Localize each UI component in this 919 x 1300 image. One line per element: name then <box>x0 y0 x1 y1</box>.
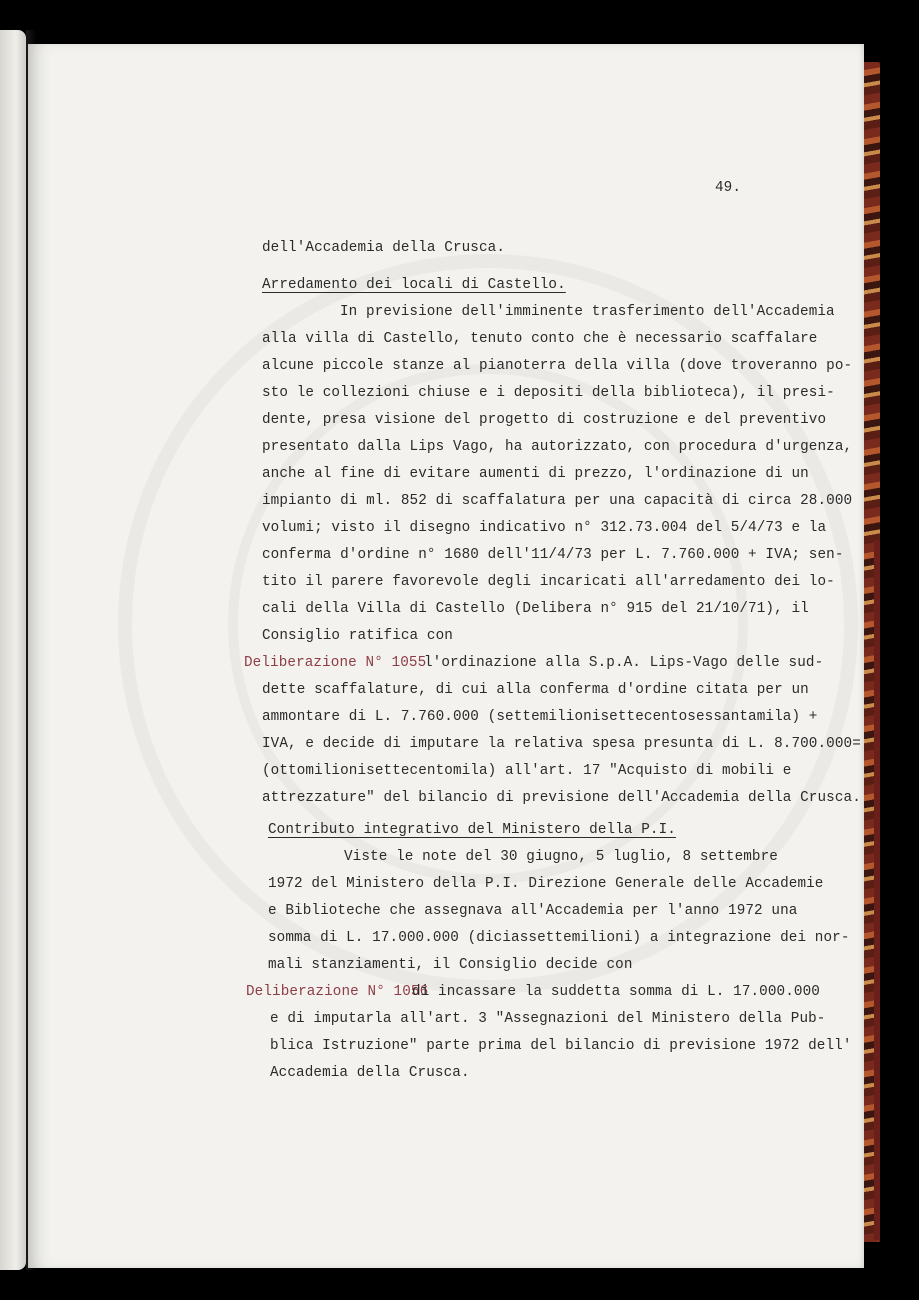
body-line: volumi; visto il disegno indicativo n° 312.73.004 del 5/4/73 e la <box>262 520 827 536</box>
body-line: impianto di ml. 852 di scaffalatura per una capacità di circa 28.000 <box>262 493 853 509</box>
body-line: cali della Villa di Castello (Delibera n° 915 del 21/10/71), il <box>262 601 809 617</box>
body-line: Viste le note del 30 giugno, 5 luglio, 8 settembre <box>344 849 778 865</box>
body-line: mali stanziamenti, il Consiglio decide con <box>268 957 633 973</box>
body-line: dente, presa visione del progetto di costruzione e del preventivo <box>262 412 827 428</box>
body-line: alcune piccole stanze al pianoterra della villa (dove troveranno po- <box>262 358 853 374</box>
body-line: conferma d'ordine n° 1680 dell'11/4/73 per L. 7.760.000 + IVA; sen- <box>262 547 844 563</box>
deliberation-label-1056: Deliberazione N° 1056 <box>246 984 429 1000</box>
binding-edge <box>874 540 880 1240</box>
body-line: In previsione dell'imminente trasferimento dell'Accademia <box>340 304 835 320</box>
body-line: presentato dalla Lips Vago, ha autorizzato, con procedura d'urgenza, <box>262 439 853 455</box>
facing-page-edge <box>0 30 26 1270</box>
body-line: alla villa di Castello, tenuto conto che è necessario scaffalare <box>262 331 818 347</box>
body-line: 1972 del Ministero della P.I. Direzione Generale delle Accademie <box>268 876 824 892</box>
body-line: l'ordinazione alla S.p.A. Lips-Vago delle sud- <box>424 655 824 671</box>
section-heading-contributo: Contributo integrativo del Ministero della P.I. <box>268 822 676 838</box>
body-line: Accademia della Crusca. <box>270 1065 470 1081</box>
body-line: somma di L. 17.000.000 (diciassettemilioni) a integrazione dei nor- <box>268 930 850 946</box>
body-line: (ottomilionisettecentomila) all'art. 17 "Acquisto di mobili e <box>262 763 792 779</box>
page-number: 49. <box>715 180 742 196</box>
body-line: anche al fine di evitare aumenti di prezzo, l'ordinazione di un <box>262 466 809 482</box>
body-line: sto le collezioni chiuse e i depositi della biblioteca), il presi- <box>262 385 835 401</box>
body-line: IVA, e decide di imputare la relativa spesa presunta di L. 8.700.000= <box>262 736 861 752</box>
body-line: tito il parere favorevole degli incaricati all'arredamento dei lo- <box>262 574 835 590</box>
deliberation-label-1055: Deliberazione N° 1055 <box>244 655 427 671</box>
section-heading-arredamento: Arredamento dei locali di Castello. <box>262 277 566 293</box>
body-line: Consiglio ratifica con <box>262 628 453 644</box>
body-line: blica Istruzione" parte prima del bilancio di previsione 1972 dell' <box>270 1038 852 1054</box>
body-line: dette scaffalature, di cui alla conferma d'ordine citata per un <box>262 682 809 698</box>
body-line: ammontare di L. 7.760.000 (settemilionisettecentosessantamila) + <box>262 709 818 725</box>
body-line: e di imputarla all'art. 3 "Assegnazioni del Ministero della Pub- <box>270 1011 826 1027</box>
intro-line: dell'Accademia della Crusca. <box>262 240 506 256</box>
body-line: attrezzature" del bilancio di previsione dell'Accademia della Crusca. <box>262 790 861 806</box>
body-line: e Biblioteche che assegnava all'Accademia per l'anno 1972 una <box>268 903 798 919</box>
body-line: di incassare la suddetta somma di L. 17.000.000 <box>412 984 820 1000</box>
